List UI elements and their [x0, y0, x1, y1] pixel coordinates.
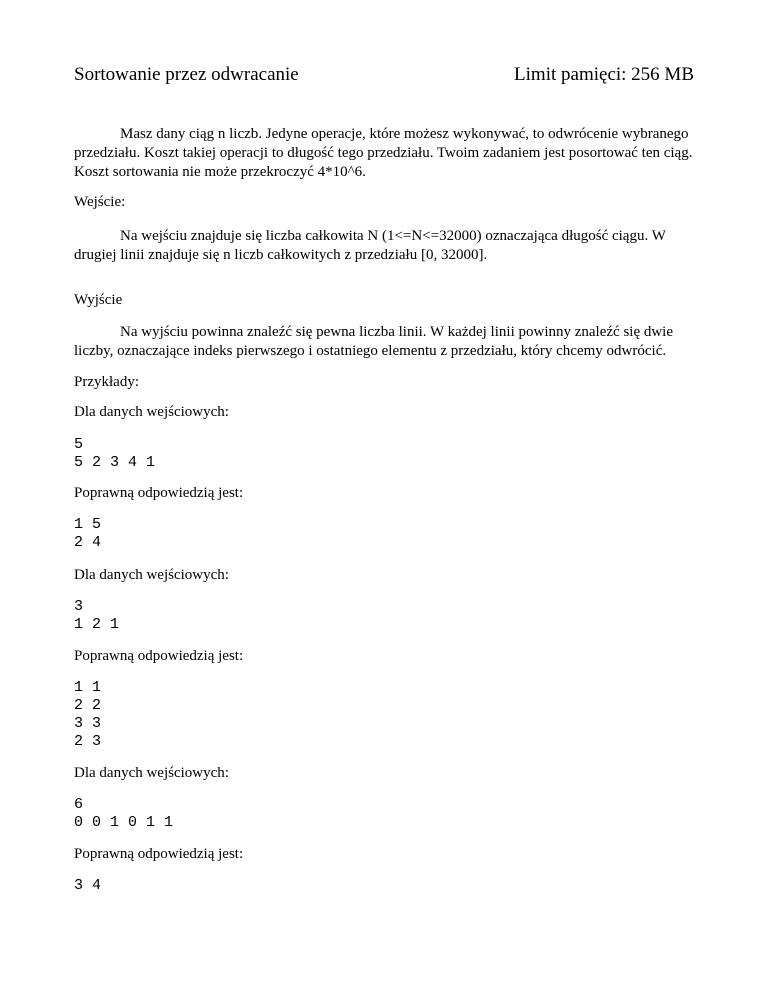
example-1-output-label: Poprawną odpowiedzią jest: [74, 485, 244, 501]
example-3-output-label: Poprawną odpowiedzią jest: [74, 846, 244, 862]
examples-heading: Przykłady: [74, 374, 139, 390]
input-heading: Wejście: [74, 194, 126, 210]
input-description: Na wejściu znajduje się liczba całkowita N (1<=N<=32000) oznaczająca długość ciągu. W drugiej linii znajduje się n liczb całkowitych z przedziału [0, 32000]. [74, 228, 666, 263]
example-3-input-label: Dla danych wejściowych: [74, 765, 229, 781]
intro-paragraph: Masz dany ciąg n liczb. Jedyne operacje, które możesz wykonywać, to odwrócenie wybranego przedziału. Koszt takiej operacji to długość tego przedziału. Twoim zadaniem jest posortować ten ciąg. Koszt sortowania nie może przekroczyć 4*10^6. [74, 126, 693, 180]
output-description: Na wyjściu powinna znaleźć się pewna liczba linii. W każdej linii powinny znaleźć się dwie liczby, oznaczające indeks pierwszego i ostatniego elementu z przedziału, który chcemy odwrócić. [74, 324, 674, 359]
page-header [74, 64, 694, 88]
problem-title: Sortowanie przez odwracanie [74, 64, 299, 85]
example-1-output: 1 5 2 4 [74, 516, 102, 551]
example-3-input: 6 0 0 1 0 1 1 [74, 796, 174, 831]
example-3-output: 3 4 [74, 877, 102, 894]
example-1-input-label: Dla danych wejściowych: [74, 404, 229, 420]
example-1-input: 5 5 2 3 4 1 [74, 436, 156, 471]
example-2-output: 1 1 2 2 3 3 2 3 [74, 679, 102, 750]
example-2-input-label: Dla danych wejściowych: [74, 567, 229, 583]
example-2-output-label: Poprawną odpowiedzią jest: [74, 648, 244, 664]
memory-limit: Limit pamięci: 256 MB [514, 64, 694, 85]
example-2-input: 3 1 2 1 [74, 598, 120, 633]
output-heading: Wyjście [74, 292, 123, 308]
